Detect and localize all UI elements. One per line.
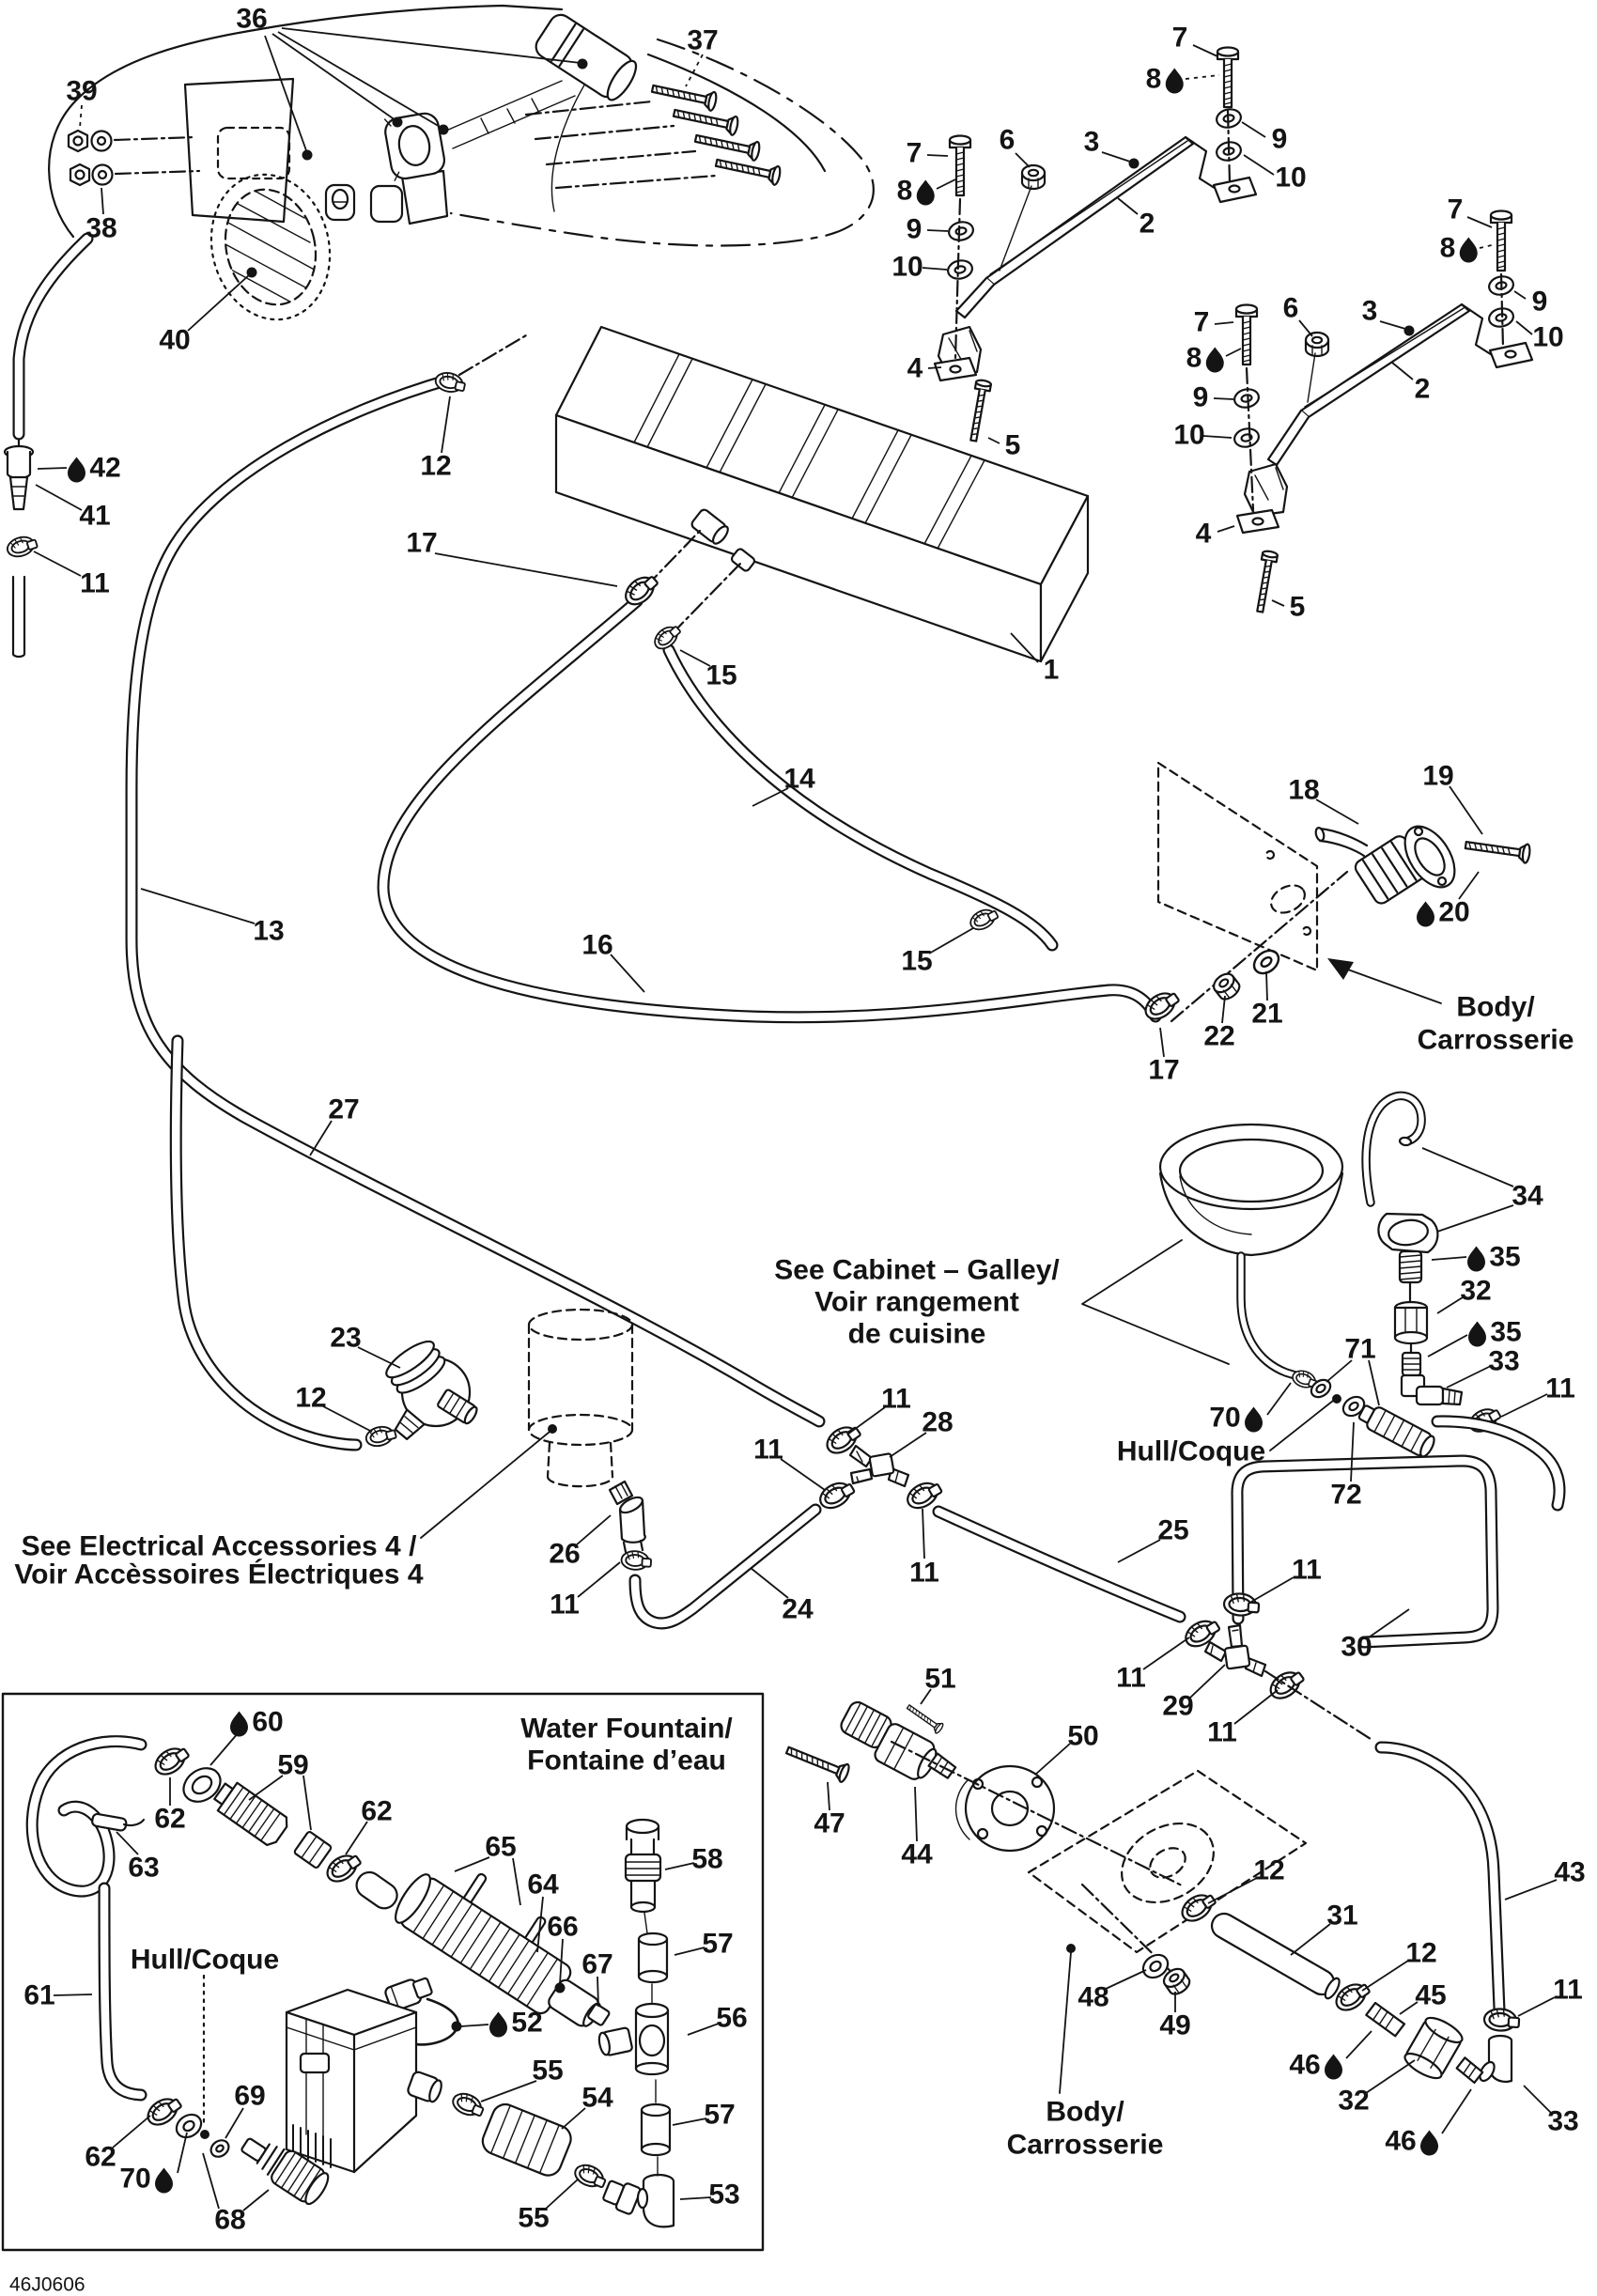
callout-28: 28 [922, 1406, 954, 1438]
callout-31: 31 [1326, 1900, 1358, 1931]
label-electrical-note: See Electrical Accessories 4 / [21, 1530, 417, 1562]
leader-line [1266, 971, 1267, 1001]
fitting-35b [1403, 1353, 1420, 1375]
callout-5: 5 [1289, 591, 1306, 623]
callout-59: 59 [277, 1749, 309, 1781]
callout-47: 47 [814, 1807, 845, 1839]
leader-dot [578, 59, 588, 70]
callout-35: 35 [1490, 1316, 1522, 1348]
callout-62: 62 [154, 1803, 186, 1835]
callout-41: 41 [79, 500, 111, 532]
leader-line [38, 468, 67, 469]
callout-29: 29 [1162, 1690, 1194, 1722]
callout-72: 72 [1330, 1479, 1362, 1511]
label-hull-coque-fountain: Hull/Coque [130, 1944, 280, 1976]
callout-66: 66 [547, 1911, 579, 1943]
leader-line [927, 155, 948, 156]
callout-35: 35 [1489, 1241, 1521, 1273]
callout-17: 17 [406, 527, 438, 559]
callout-12: 12 [1253, 1854, 1285, 1886]
label-hull-coque-galley: Hull/Coque [1116, 1435, 1266, 1467]
callout-63: 63 [128, 1852, 160, 1884]
callout-5: 5 [1004, 429, 1021, 461]
callout-46: 46 [1385, 2125, 1417, 2157]
callout-44: 44 [901, 1838, 933, 1870]
callout-8: 8 [1439, 232, 1456, 264]
label-body-carrosserie-spigot: Carrosserie [1006, 2129, 1164, 2161]
callout-65: 65 [485, 1831, 517, 1863]
callout-10: 10 [1532, 321, 1564, 353]
leader-dot [452, 2022, 462, 2032]
hull-dot-2 [200, 2130, 209, 2139]
callout-48: 48 [1078, 1981, 1109, 2013]
callout-45: 45 [1415, 1979, 1447, 2011]
callout-67: 67 [581, 1948, 613, 1980]
callout-62: 62 [361, 1795, 393, 1827]
callout-22: 22 [1203, 1020, 1235, 1052]
callout-11: 11 [1207, 1716, 1237, 1748]
callout-11: 11 [80, 567, 110, 599]
callout-9: 9 [1271, 123, 1288, 155]
callout-17: 17 [1148, 1054, 1180, 1086]
leader-dot [1404, 326, 1415, 336]
callout-10: 10 [1173, 419, 1205, 451]
callout-1: 1 [1043, 654, 1060, 686]
callout-52: 52 [511, 2007, 543, 2039]
label-body-carrosserie-tank: Carrosserie [1417, 1024, 1574, 1056]
spring-35 [1400, 1251, 1421, 1282]
leader-line [597, 1977, 598, 2007]
callout-70: 70 [119, 2163, 151, 2195]
callout-8: 8 [1186, 342, 1202, 374]
label-water-fountain-title: Water Fountain/ [520, 1713, 733, 1745]
callout-68: 68 [214, 2204, 246, 2236]
label-galley-note: Voir rangement [814, 1286, 1019, 1318]
callout-11: 11 [753, 1434, 783, 1466]
callout-50: 50 [1067, 1720, 1099, 1752]
label-electrical-note: Voir Accèssoires Électriques 4 [14, 1559, 424, 1590]
hull-leader-dot [1332, 1394, 1341, 1404]
callout-10: 10 [892, 251, 923, 283]
callout-56: 56 [716, 2002, 748, 2034]
callout-15: 15 [705, 659, 737, 691]
callout-43: 43 [1554, 1856, 1586, 1888]
callout-11: 11 [909, 1557, 939, 1589]
callout-39: 39 [66, 75, 98, 107]
callout-11: 11 [550, 1589, 580, 1621]
label-galley-note: See Cabinet – Galley/ [774, 1254, 1060, 1286]
callout-57: 57 [704, 2099, 736, 2131]
leader-line [927, 230, 948, 231]
callout-57: 57 [702, 1928, 734, 1960]
callout-30: 30 [1341, 1631, 1372, 1663]
callout-3: 3 [1083, 126, 1100, 158]
callout-14: 14 [783, 763, 815, 795]
callout-20: 20 [1438, 896, 1470, 928]
leader-dot [393, 117, 403, 128]
callout-51: 51 [924, 1663, 956, 1695]
callout-2: 2 [1414, 373, 1431, 405]
label-water-fountain-title: Fontaine d’eau [527, 1745, 726, 1776]
callout-60: 60 [252, 1706, 284, 1738]
callout-69: 69 [234, 2080, 266, 2112]
label-body-carrosserie-spigot: Body/ [1046, 2096, 1124, 2128]
callout-33: 33 [1547, 2105, 1579, 2137]
callout-71: 71 [1344, 1333, 1376, 1365]
callout-12: 12 [420, 450, 452, 482]
callout-7: 7 [1447, 194, 1464, 225]
callout-4: 4 [907, 352, 923, 384]
callout-54: 54 [581, 2082, 613, 2114]
label-drawing-code: 46J0606 [9, 2273, 85, 2296]
callout-9: 9 [906, 213, 923, 245]
callout-62: 62 [85, 2141, 116, 2173]
callout-36: 36 [236, 3, 268, 35]
callout-12: 12 [295, 1382, 327, 1414]
leader-line [1214, 398, 1233, 399]
callout-3: 3 [1361, 295, 1378, 327]
callout-6: 6 [999, 124, 1016, 156]
label-galley-note: de cuisine [847, 1318, 986, 1350]
callout-4: 4 [1195, 518, 1212, 550]
callout-40: 40 [159, 324, 191, 356]
callout-9: 9 [1192, 381, 1209, 413]
leader-line [928, 367, 941, 368]
callout-25: 25 [1157, 1514, 1189, 1546]
callout-70: 70 [1209, 1402, 1241, 1434]
leader-dot [302, 150, 313, 161]
callout-53: 53 [708, 2179, 740, 2211]
callout-7: 7 [906, 137, 923, 169]
callout-24: 24 [782, 1593, 814, 1625]
callout-9: 9 [1531, 286, 1548, 318]
callout-2: 2 [1139, 208, 1155, 240]
callout-11: 11 [1116, 1662, 1146, 1694]
leader-dot [1129, 159, 1140, 169]
callout-32: 32 [1460, 1275, 1492, 1307]
callout-37: 37 [687, 24, 719, 56]
callout-10: 10 [1275, 162, 1307, 194]
leader-dot [247, 268, 257, 278]
callout-16: 16 [581, 929, 613, 961]
callout-34: 34 [1512, 1180, 1543, 1212]
callout-49: 49 [1159, 2009, 1191, 2041]
callout-15: 15 [901, 945, 933, 977]
callout-7: 7 [1171, 22, 1188, 54]
callout-7: 7 [1193, 306, 1210, 338]
callout-33: 33 [1488, 1345, 1520, 1377]
callout-8: 8 [1145, 63, 1162, 95]
callout-26: 26 [549, 1538, 581, 1570]
callout-61: 61 [23, 1979, 55, 2011]
callout-23: 23 [330, 1322, 362, 1354]
callout-11: 11 [1545, 1373, 1575, 1404]
callout-19: 19 [1422, 760, 1454, 792]
callout-55: 55 [518, 2202, 550, 2234]
callout-42: 42 [89, 452, 121, 484]
callout-21: 21 [1251, 998, 1283, 1030]
callout-11: 11 [1292, 1554, 1322, 1586]
callout-55: 55 [532, 2055, 564, 2087]
fitting-32 [1395, 1302, 1427, 1343]
leader-dot [439, 125, 449, 135]
callout-11: 11 [881, 1383, 911, 1415]
callout-32: 32 [1338, 2085, 1370, 2117]
callout-12: 12 [1405, 1937, 1437, 1969]
label-body-carrosserie-tank: Body/ [1456, 991, 1535, 1023]
leader-line [54, 1994, 92, 1995]
callout-8: 8 [896, 175, 913, 207]
callout-11: 11 [1553, 1974, 1583, 2006]
callout-13: 13 [253, 915, 285, 947]
callout-64: 64 [527, 1869, 559, 1900]
callout-46: 46 [1289, 2049, 1321, 2081]
callout-18: 18 [1288, 774, 1320, 806]
leader-dot [555, 1983, 566, 1993]
callout-58: 58 [691, 1843, 723, 1875]
callout-27: 27 [328, 1094, 360, 1125]
callout-38: 38 [85, 212, 117, 244]
callout-6: 6 [1282, 292, 1299, 324]
